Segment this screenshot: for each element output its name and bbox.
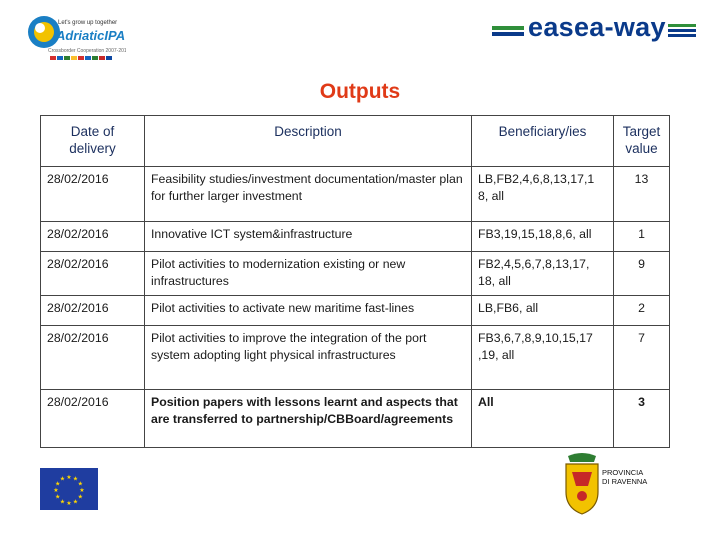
ravenna-line1: PROVINCIA [602, 468, 644, 477]
header-description: Description [145, 116, 472, 167]
header-target: Target value [614, 116, 670, 167]
eu-star-icon: ★ [59, 476, 66, 483]
cell-beneficiary: FB2,4,5,6,7,8,13,17, 18, all [472, 252, 614, 296]
cell-beneficiary: FB3,19,15,18,8,6, all [472, 222, 614, 252]
cell-beneficiary: All [472, 390, 614, 448]
cell-beneficiary: FB3,6,7,8,9,10,15,17 ,19, all [472, 326, 614, 390]
easea-way-logo [492, 14, 698, 44]
cell-date: 28/02/2016 [41, 222, 145, 252]
provincia-ravenna-crest-icon [562, 452, 602, 518]
cell-date: 28/02/2016 [41, 326, 145, 390]
cell-target: 1 [614, 222, 670, 252]
table-row [41, 296, 670, 326]
eu-star-icon: ★ [77, 494, 83, 501]
table-row [41, 167, 670, 222]
cell-description: Innovative ICT system&infrastructure [145, 222, 472, 252]
adriatic-subtitle: Crossborder Cooperation 2007-2013 [48, 48, 126, 54]
cell-date: 28/02/2016 [41, 167, 145, 222]
header-beneficiary: Beneficiary/ies [472, 116, 614, 167]
eu-star-icon: ★ [66, 475, 72, 481]
table-row [41, 222, 670, 252]
easea-logo-text: easea-way [528, 12, 666, 42]
provincia-ravenna-logo [562, 452, 662, 522]
eu-star-icon: ★ [55, 494, 61, 501]
eu-star-icon: ★ [59, 499, 66, 506]
cell-target: 7 [614, 326, 670, 390]
cell-description: Feasibility studies/investment documentation/master plan for further larger investment [145, 167, 472, 222]
adriatic-tagline: Let's grow up together [58, 20, 118, 26]
eu-star-icon: ★ [72, 476, 79, 483]
eu-star-icon: ★ [55, 481, 61, 488]
cell-date: 28/02/2016 [41, 390, 145, 448]
cell-date: 28/02/2016 [41, 252, 145, 296]
ravenna-line2: DI RAVENNA [602, 477, 648, 486]
cell-description: Pilot activities to activate new maritime fast-lines [145, 296, 472, 326]
cell-description: Position papers with lessons learnt and aspects that are transferred to partnership/CBBoard/agreements [145, 390, 472, 448]
page-title: Outputs [319, 80, 401, 103]
table-row [41, 252, 670, 296]
cell-beneficiary: LB,FB6, all [472, 296, 614, 326]
cell-beneficiary: LB,FB2,4,6,8,13,17,1 8, all [472, 167, 614, 222]
table-header-row [41, 116, 670, 167]
cell-date: 28/02/2016 [41, 296, 145, 326]
adriatic-name: AdriaticIPA [56, 28, 126, 43]
header-date: Date of delivery [41, 116, 145, 167]
eu-star-icon: ★ [72, 499, 79, 506]
cell-target: 3 [614, 390, 670, 448]
cell-description: Pilot activities to modernization existing or new infrastructures [145, 252, 472, 296]
outputs-table [40, 115, 670, 448]
eu-star-icon: ★ [53, 488, 59, 494]
cell-target: 9 [614, 252, 670, 296]
eu-star-icon: ★ [79, 488, 85, 494]
table-row [41, 390, 670, 448]
cell-description: Pilot activities to improve the integration of the port system adopting light physical infrastructures [145, 326, 472, 390]
cell-target: 2 [614, 296, 670, 326]
cell-target: 13 [614, 167, 670, 222]
eu-star-icon: ★ [66, 501, 72, 507]
eu-star-icon: ★ [77, 481, 83, 488]
table-row [41, 326, 670, 390]
eu-flag-icon [40, 468, 98, 510]
adriatic-ipa-logo [26, 12, 126, 72]
